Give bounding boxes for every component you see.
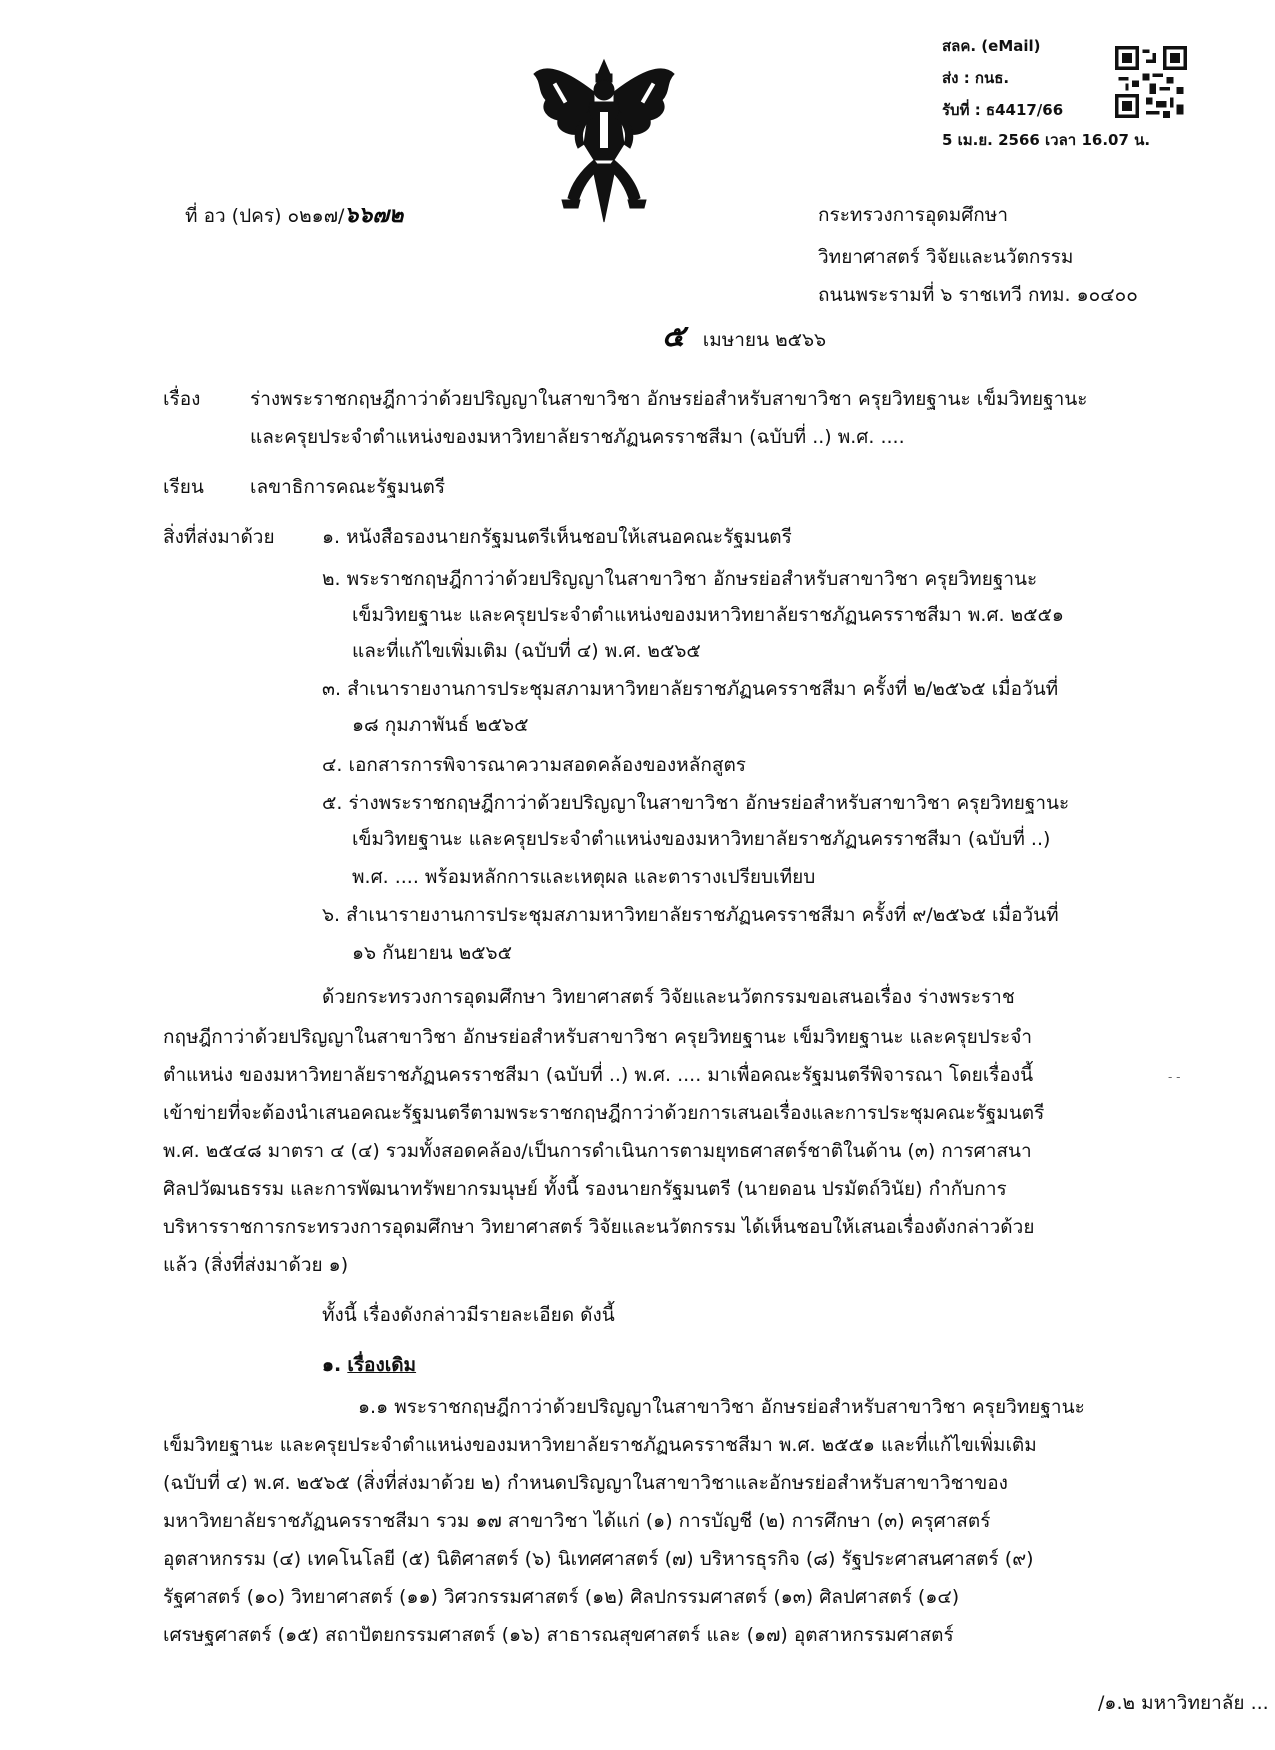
intro-paragraph-line: ศิลปวัฒนธรรม และการพัฒนาทรัพยากรมนุษย์ ทั้งนี้ รองนายกรัฐมนตรี (นายดอน ปรมัตถ์วินัย) กำกับการ bbox=[163, 1178, 1007, 1200]
section-1-paragraph-line: มหาวิทยาลัยราชภัฏนครราชสีมา รวม ๑๗ สาขาวิชา ได้แก่ (๑) การบัญชี (๒) การศึกษา (๓) ครุศาสตร์ bbox=[163, 1510, 991, 1532]
intro-paragraph-line: แล้ว (สิ่งที่ส่งมาด้วย ๑) bbox=[163, 1254, 349, 1276]
details-intro: ทั้งนี้ เรื่องดังกล่าวมีรายละเอียด ดังนี้ bbox=[322, 1304, 615, 1326]
enclosure-item-1: ๑. หนังสือรองนายกรัฐมนตรีเห็นชอบให้เสนอคณะรัฐมนตรี bbox=[322, 526, 792, 548]
enclosure-item-2: ๒. พระราชกฤษฎีกาว่าด้วยปริญญาในสาขาวิชา อักษรย่อสำหรับสาขาวิชา ครุยวิทยฐานะ bbox=[322, 568, 1038, 590]
section-1-paragraph-line: (ฉบับที่ ๔) พ.ศ. ๒๕๖๕ (สิ่งที่ส่งมาด้วย ๒) กำหนดปริญญาในสาขาวิชาและอักษรย่อสำหรับสาขาวิชาของ bbox=[163, 1472, 1008, 1494]
enclosure-item-6-cont: ๑๖ กันยายน ๒๕๖๕ bbox=[352, 942, 512, 964]
intro-paragraph-line: ด้วยกระทรวงการอุดมศึกษา วิทยาศาสตร์ วิจัยและนวัตกรรมขอเสนอเรื่อง ร่างพระราช bbox=[322, 986, 1015, 1008]
section-1-paragraph-line: อุตสาหกรรม (๔) เทคโนโลยี (๕) นิติศาสตร์ (๖) นิเทศศาสตร์ (๗) บริหารธุรกิจ (๘) รัฐประศาสนศาสตร์ (๙) bbox=[163, 1548, 1034, 1570]
section-1-paragraph-line: ๑.๑ พระราชกฤษฎีกาว่าด้วยปริญญาในสาขาวิชา อักษรย่อสำหรับสาขาวิชา ครุยวิทยฐานะ bbox=[358, 1396, 1085, 1418]
reference-prefix: ที่ อว (ปคร) ๐๒๑๗/ bbox=[185, 205, 345, 227]
enclosure-item-2-cont: เข็มวิทยฐานะ และครุยประจำตำแหน่งของมหาวิทยาลัยราชภัฏนครราชสีมา พ.ศ. ๒๕๕๑ bbox=[352, 604, 1064, 626]
stamp-sent-to: ส่ง : กนธ. bbox=[942, 69, 1010, 87]
subject-line-1: ร่างพระราชกฤษฎีกาว่าด้วยปริญญาในสาขาวิชา อักษรย่อสำหรับสาขาวิชา ครุยวิทยฐานะ เข็มวิทยฐานะ bbox=[250, 388, 1088, 410]
date-month-year: เมษายน ๒๕๖๖ bbox=[702, 329, 827, 351]
stamp-datetime: 5 เม.ย. 2566 เวลา 16.07 น. bbox=[942, 131, 1151, 149]
ministry-name-line1: กระทรวงการอุดมศึกษา bbox=[818, 204, 1008, 226]
intro-paragraph-line: เข้าข่ายที่จะต้องนำเสนอคณะรัฐมนตรีตามพระราชกฤษฎีกาว่าด้วยการเสนอเรื่องและการประชุมคณะรัฐมนตรี bbox=[163, 1102, 1045, 1124]
ministry-address: ถนนพระรามที่ ๖ ราชเทวี กทม. ๑๐๔๐๐ bbox=[818, 284, 1138, 306]
enclosure-item-5-cont: พ.ศ. .... พร้อมหลักการและเหตุผล และตารางเปรียบเทียบ bbox=[352, 866, 816, 888]
enclosure-item-4: ๔. เอกสารการพิจารณาความสอดคล้องของหลักสูตร bbox=[322, 754, 746, 776]
reference-handwritten-number: ๖๖๗๒ bbox=[344, 202, 404, 228]
recipient-value: เลขาธิการคณะรัฐมนตรี bbox=[250, 476, 446, 498]
subject-label: เรื่อง bbox=[163, 388, 201, 410]
enclosures-label: สิ่งที่ส่งมาด้วย bbox=[163, 526, 275, 548]
garuda-emblem-icon bbox=[528, 52, 680, 227]
ministry-name-line2: วิทยาศาสตร์ วิจัยและนวัตกรรม bbox=[818, 246, 1074, 268]
recipient-label: เรียน bbox=[163, 476, 204, 498]
document-date bbox=[662, 320, 826, 357]
enclosure-item-5: ๕. ร่างพระราชกฤษฎีกาว่าด้วยปริญญาในสาขาวิชา อักษรย่อสำหรับสาขาวิชา ครุยวิทยฐานะ bbox=[322, 792, 1070, 814]
section-1-number: ๑. bbox=[322, 1354, 342, 1376]
section-1-paragraph-line: เข็มวิทยฐานะ และครุยประจำตำแหน่งของมหาวิทยาลัยราชภัฏนครราชสีมา พ.ศ. ๒๕๕๑ และที่แก้ไขเพิ่มเติม bbox=[163, 1434, 1037, 1456]
continuation-marker: /๑.๒ มหาวิทยาลัย ... bbox=[1098, 1692, 1269, 1714]
section-1-paragraph-line: เศรษฐศาสตร์ (๑๕) สถาปัตยกรรมศาสตร์ (๑๖) สาธารณสุขศาสตร์ และ (๑๗) อุตสาหกรรมศาสตร์ bbox=[163, 1624, 954, 1646]
section-1-title: เรื่องเดิม bbox=[347, 1354, 417, 1376]
intro-paragraph-line: ตำแหน่ง ของมหาวิทยาลัยราชภัฏนครราชสีมา (ฉบับที่ ..) พ.ศ. .... มาเพื่อคณะรัฐมนตรีพิจารณา โดยเรื่องนี้ bbox=[163, 1064, 1034, 1086]
reference-number bbox=[185, 198, 403, 233]
intro-paragraph-line: กฤษฎีกาว่าด้วยปริญญาในสาขาวิชา อักษรย่อสำหรับสาขาวิชา ครุยวิทยฐานะ เข็มวิทยฐานะ และครุยประจำ bbox=[163, 1026, 1033, 1048]
intro-paragraph-line: พ.ศ. ๒๕๔๘ มาตรา ๔ (๔) รวมทั้งสอดคล้อง/เป็นการดำเนินการตามยุทธศาสตร์ชาติในด้าน (๓) การศาสนา bbox=[163, 1140, 1032, 1162]
qr-code-icon bbox=[1115, 46, 1187, 118]
section-1-paragraph-line: รัฐศาสตร์ (๑๐) วิทยาศาสตร์ (๑๑) วิศวกรรมศาสตร์ (๑๒) ศิลปกรรมศาสตร์ (๑๓) ศิลปศาสตร์ (๑๔) bbox=[163, 1586, 960, 1608]
enclosure-item-3-cont: ๑๘ กุมภาพันธ์ ๒๕๖๕ bbox=[352, 714, 529, 736]
subject-line-2: และครุยประจำตำแหน่งของมหาวิทยาลัยราชภัฏนครราชสีมา (ฉบับที่ ..) พ.ศ. .... bbox=[250, 426, 905, 448]
stamp-received-no: รับที่ : ธ4417/66 bbox=[942, 101, 1064, 119]
stamp-channel: สลค. (eMail) bbox=[942, 37, 1041, 55]
section-1-heading bbox=[322, 1348, 416, 1382]
enclosure-item-3: ๓. สำเนารายงานการประชุมสภามหาวิทยาลัยราชภัฏนครราชสีมา ครั้งที่ ๒/๒๕๖๕ เมื่อวันที่ bbox=[322, 678, 1059, 700]
enclosure-item-2-cont: และที่แก้ไขเพิ่มเติม (ฉบับที่ ๔) พ.ศ. ๒๕๖๕ bbox=[352, 640, 701, 662]
intro-paragraph-line: บริหารราชการกระทรวงการอุดมศึกษา วิทยาศาสตร์ วิจัยและนวัตกรรม ได้เห็นชอบให้เสนอเรื่องดังกล่าวด้วย bbox=[163, 1216, 1035, 1238]
enclosure-item-6: ๖. สำเนารายงานการประชุมสภามหาวิทยาลัยราชภัฏนครราชสีมา ครั้งที่ ๙/๒๕๖๕ เมื่อวันที่ bbox=[322, 904, 1059, 926]
date-day-handwritten: ๕ bbox=[662, 319, 685, 354]
margin-mark: - - bbox=[1168, 1070, 1181, 1084]
enclosure-item-5-cont: เข็มวิทยฐานะ และครุยประจำตำแหน่งของมหาวิทยาลัยราชภัฏนครราชสีมา (ฉบับที่ ..) bbox=[352, 828, 1051, 850]
